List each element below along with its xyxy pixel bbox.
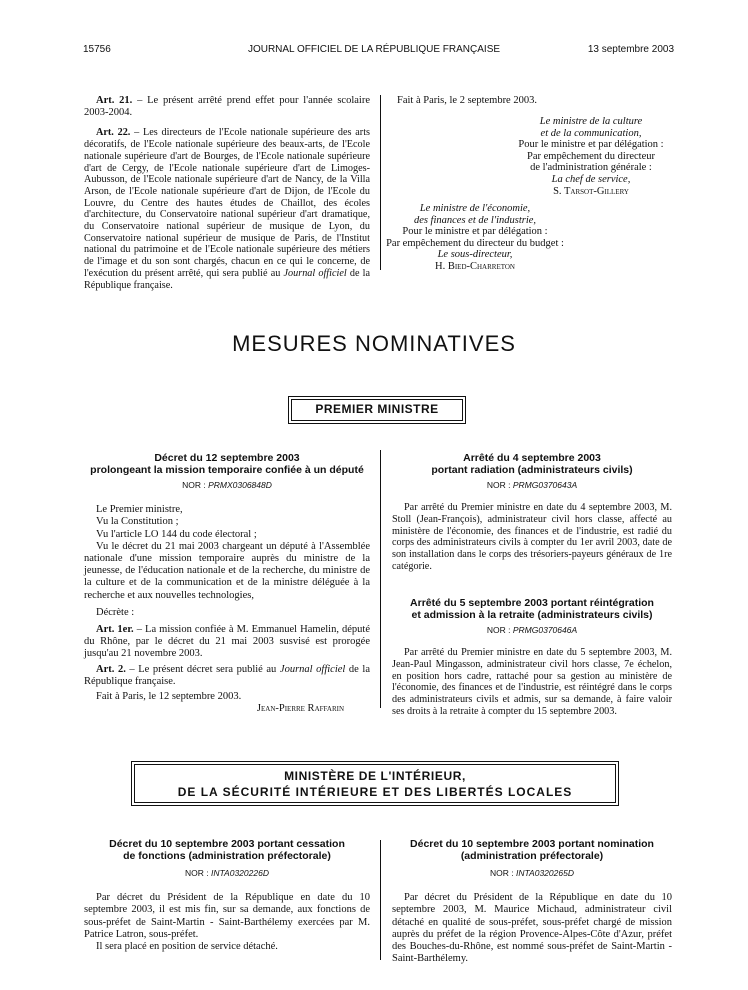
decret1-title: Décret du 12 septembre 2003 prolongeant la mission temporaire confiée à un député [90, 452, 364, 476]
arrete-5-septembre: Arrêté du 5 septembre 2003 portant réintégration et admission à la retraite (administrateurs civils) NOR : PRMG0370646A Par arrêté du Premier ministre en date du 5 septembre 2003, M. Jean-Paul Mingasson, administrateur civil hors classe, 7e échelon, en position hors cadre, rattaché pour sa gestion au ministère de l'économie, des finances et de l'industrie, est réintégré dans le corps des administrateurs civils et admis, sur sa demande, à faire valoir ses droits à la retraite à compter du 15 septembre 2003. [392, 597, 672, 717]
decret1-art1: Art. 1er. – La mission confiée à M. Emmanuel Hamelin, député du Rhône, par le décret du 21 mai 2003 susvisé est prorogée jusqu'au 21 novembre 2003. [84, 624, 370, 660]
decret3-nor: NOR : INTA0320265D [490, 868, 574, 878]
decret2-nor: NOR : INTA0320226D [185, 868, 269, 878]
decret1-art2: Art. 2. – Le présent décret sera publié au Journal officiel de la République française. [84, 663, 370, 687]
decret-nomination: Décret du 10 septembre 2003 portant nomination (administration préfectorale) NOR : INTA0320265D Par décret du Président de la République en date du 10 septembre 2003, M. Maurice Michaud, administrateur civil détaché en qualité de sous-préfet, sous-préfet chargé de mission auprès du préfet de la région Provence-Alpes-Côte d'Azur, préfet des Bouches-du-Rhône, est nommé sous-préfet de Saint-Martin - Saint-Barthélemy. [392, 838, 672, 965]
fait-a-paris-1: Fait à Paris, le 2 septembre 2003. [397, 95, 537, 106]
decret3-text: Par décret du Président de la République en date du 10 septembre 2003, M. Maurice Michaud, administrateur civil détaché en qualité de sous-préfet, sous-préfet chargé de mission auprès du préfet de la région Provence-Alpes-Côte d'Azur, préfet des Bouches-du-Rhône, est nommé sous-préfet de Saint-Martin - Saint-Barthélemy. [392, 892, 672, 965]
section-title: MESURES NOMINATIVES [232, 331, 516, 356]
decret1-nor: NOR : PRMX0306848D [182, 480, 272, 490]
arrete2-text: Par arrêté du Premier ministre en date du 5 septembre 2003, M. Jean-Paul Mingasson, administrateur civil hors classe, 7e échelon, en position hors cadre, rattaché pour sa gestion au ministère de l'économie, des finances et de l'industrie, est réintégré dans le corps des administrateurs civils et admis, sur sa demande, à faire valoir ses droits à la retraite à compter du 15 septembre 2003. [392, 647, 672, 717]
ministere-interieur-box [131, 761, 619, 806]
decret2-text: Par décret du Président de la République en date du 10 septembre 2003, il est mis fin, sur sa demande, aux fonctions de sous-préfet de Saint-Martin - Saint-Barthélemy exercées par M. Patrice Latron, sous-préfet. [84, 892, 370, 940]
column-rule-bottom [380, 840, 381, 960]
decret-cessation-fonctions: Décret du 10 septembre 2003 portant cessation de fonctions (administration préfectorale) NOR : INTA0320226D Par décret du Président de la République en date du 10 septembre 2003, il est mis fin, sur sa demande, aux fonctions de sous-préfet de Saint-Martin - Saint-Barthélemy exercées par M. Patrice Latron, sous-préfet. Il sera placé en position de service détaché. [84, 838, 370, 953]
decret2-text2: Il sera placé en position de service détaché. [96, 941, 278, 953]
journal-title: JOURNAL OFFICIEL DE LA RÉPUBLIQUE FRANÇAISE [247, 44, 501, 55]
decret1-body: Le Premier ministre, Vu la Constitution ; Vu l'article LO 144 du code électoral ; Vu le décret du 21 mai 2003 chargeant un député à l'Assemblée nationale d'une mission temporaire auprès du ministre de la jeunesse, de l'éducation nationale et de la recherche, du ministre de la culture et de la communication et de la ministre déléguée à la recherche et aux nouvelles technologies, Décrète : Art. 1er. – La mission confiée à M. Emmanuel Hamelin, député du Rhône, par le décret du 21 mai 2003 susvisé est prorogée jusqu'au 21 novembre 2003. Art. 2. – Le présent décret sera publié au Journal officiel de la République française. Fait à Paris, le 12 septembre 2003. Jean-Pierre Raffarin [84, 504, 370, 715]
signature-block-culture: Le ministre de la culture et de la communication, Pour le ministre et par délégation : Par empêchement du directeur de l'administration générale : La chef de service, S. Tarsot-Gillery [480, 116, 702, 197]
premier-ministre-heading: PREMIER MINISTRE [315, 402, 439, 416]
decret-12-septembre [84, 452, 370, 715]
signature-bied: H. Bied-Charreton [435, 260, 515, 272]
signature-tarsot: S. Tarsot-Gillery [553, 185, 629, 197]
ministere-heading: MINISTÈRE DE L'INTÉRIEUR, DE LA SÉCURITÉ INTÉRIEURE ET DES LIBERTÉS LOCALES [177, 769, 573, 799]
signature-block-economie: Le ministre de l'économie, des finances et de l'industrie, Pour le ministre et par délégation : Par empêchement du directeur du budget : Le sous-directeur, H. Bied-Charreton [380, 203, 570, 273]
header-date: 13 septembre 2003 [587, 44, 674, 55]
arrete2-nor: NOR : PRMG0370646A [486, 625, 578, 635]
article-22: Art. 22. – Les directeurs de l'Ecole nationale supérieure des arts décoratifs, de l'Ecole nationale supérieure des beaux-arts, de l'Ecole nationale supérieure d'art de Bourges, de l'Ecole nationale supérieure d'art de Cergy, de l'Ecole nationale supérieure d'art de Limoges-Aubusson, de l'Ecole nationale supérieure d'art de Nancy, de la Villa Arson, de l'Ecole nationale supérieure d'art de Dijon, de l'Ecole du Louvre, du Centre des hautes études de Chaillot, des écoles d'architecture, du Conservatoire national supérieur d'art dramatique, du Conservatoire national supérieur de musique de Lyon, du Conservatoire national supérieur de musique de Paris, de l'Institut national du patrimoine et de l'Ecole nationale supérieure des métiers de l'image et du son sont chargés, chacun en ce qui le concerne, de l'exécution du présent arrêté, qui sera publié au Journal officiel de la République française. [84, 127, 371, 291]
article-21: Art. 21. – Le présent arrêté prend effet pour l'année scolaire 2003-2004. [84, 95, 370, 119]
premier-ministre-box [288, 396, 466, 424]
arrete1-nor: NOR : PRMG0370643A [486, 480, 578, 490]
arrete-4-septembre: Arrêté du 4 septembre 2003 portant radiation (administrateurs civils) NOR : PRMG0370643A Par arrêté du Premier ministre en date du 4 septembre 2003, M. Stoll (Jean-François), administrateur civil hors classe, affecté au ministère de l'économie, des finances et de l'industrie, est radié du corps des administrateurs civils à compter du 1er avril 2003, date de son installation dans le corps des trésoriers-payeurs généraux de 1re catégorie. [392, 452, 672, 572]
column-rule-middle [380, 450, 381, 708]
arrete1-text: Par arrêté du Premier ministre en date du 4 septembre 2003, M. Stoll (Jean-François), administrateur civil hors classe, affecté au ministère de l'économie, des finances et de l'industrie, est radié du corps des administrateurs civils à compter du 1er avril 2003, date de son installation dans le corps des trésoriers-payeurs généraux de 1re catégorie. [392, 502, 672, 572]
signature-raffarin: Jean-Pierre Raffarin [256, 703, 344, 715]
top-left-column [84, 95, 370, 291]
page-number: 15756 [83, 44, 111, 55]
